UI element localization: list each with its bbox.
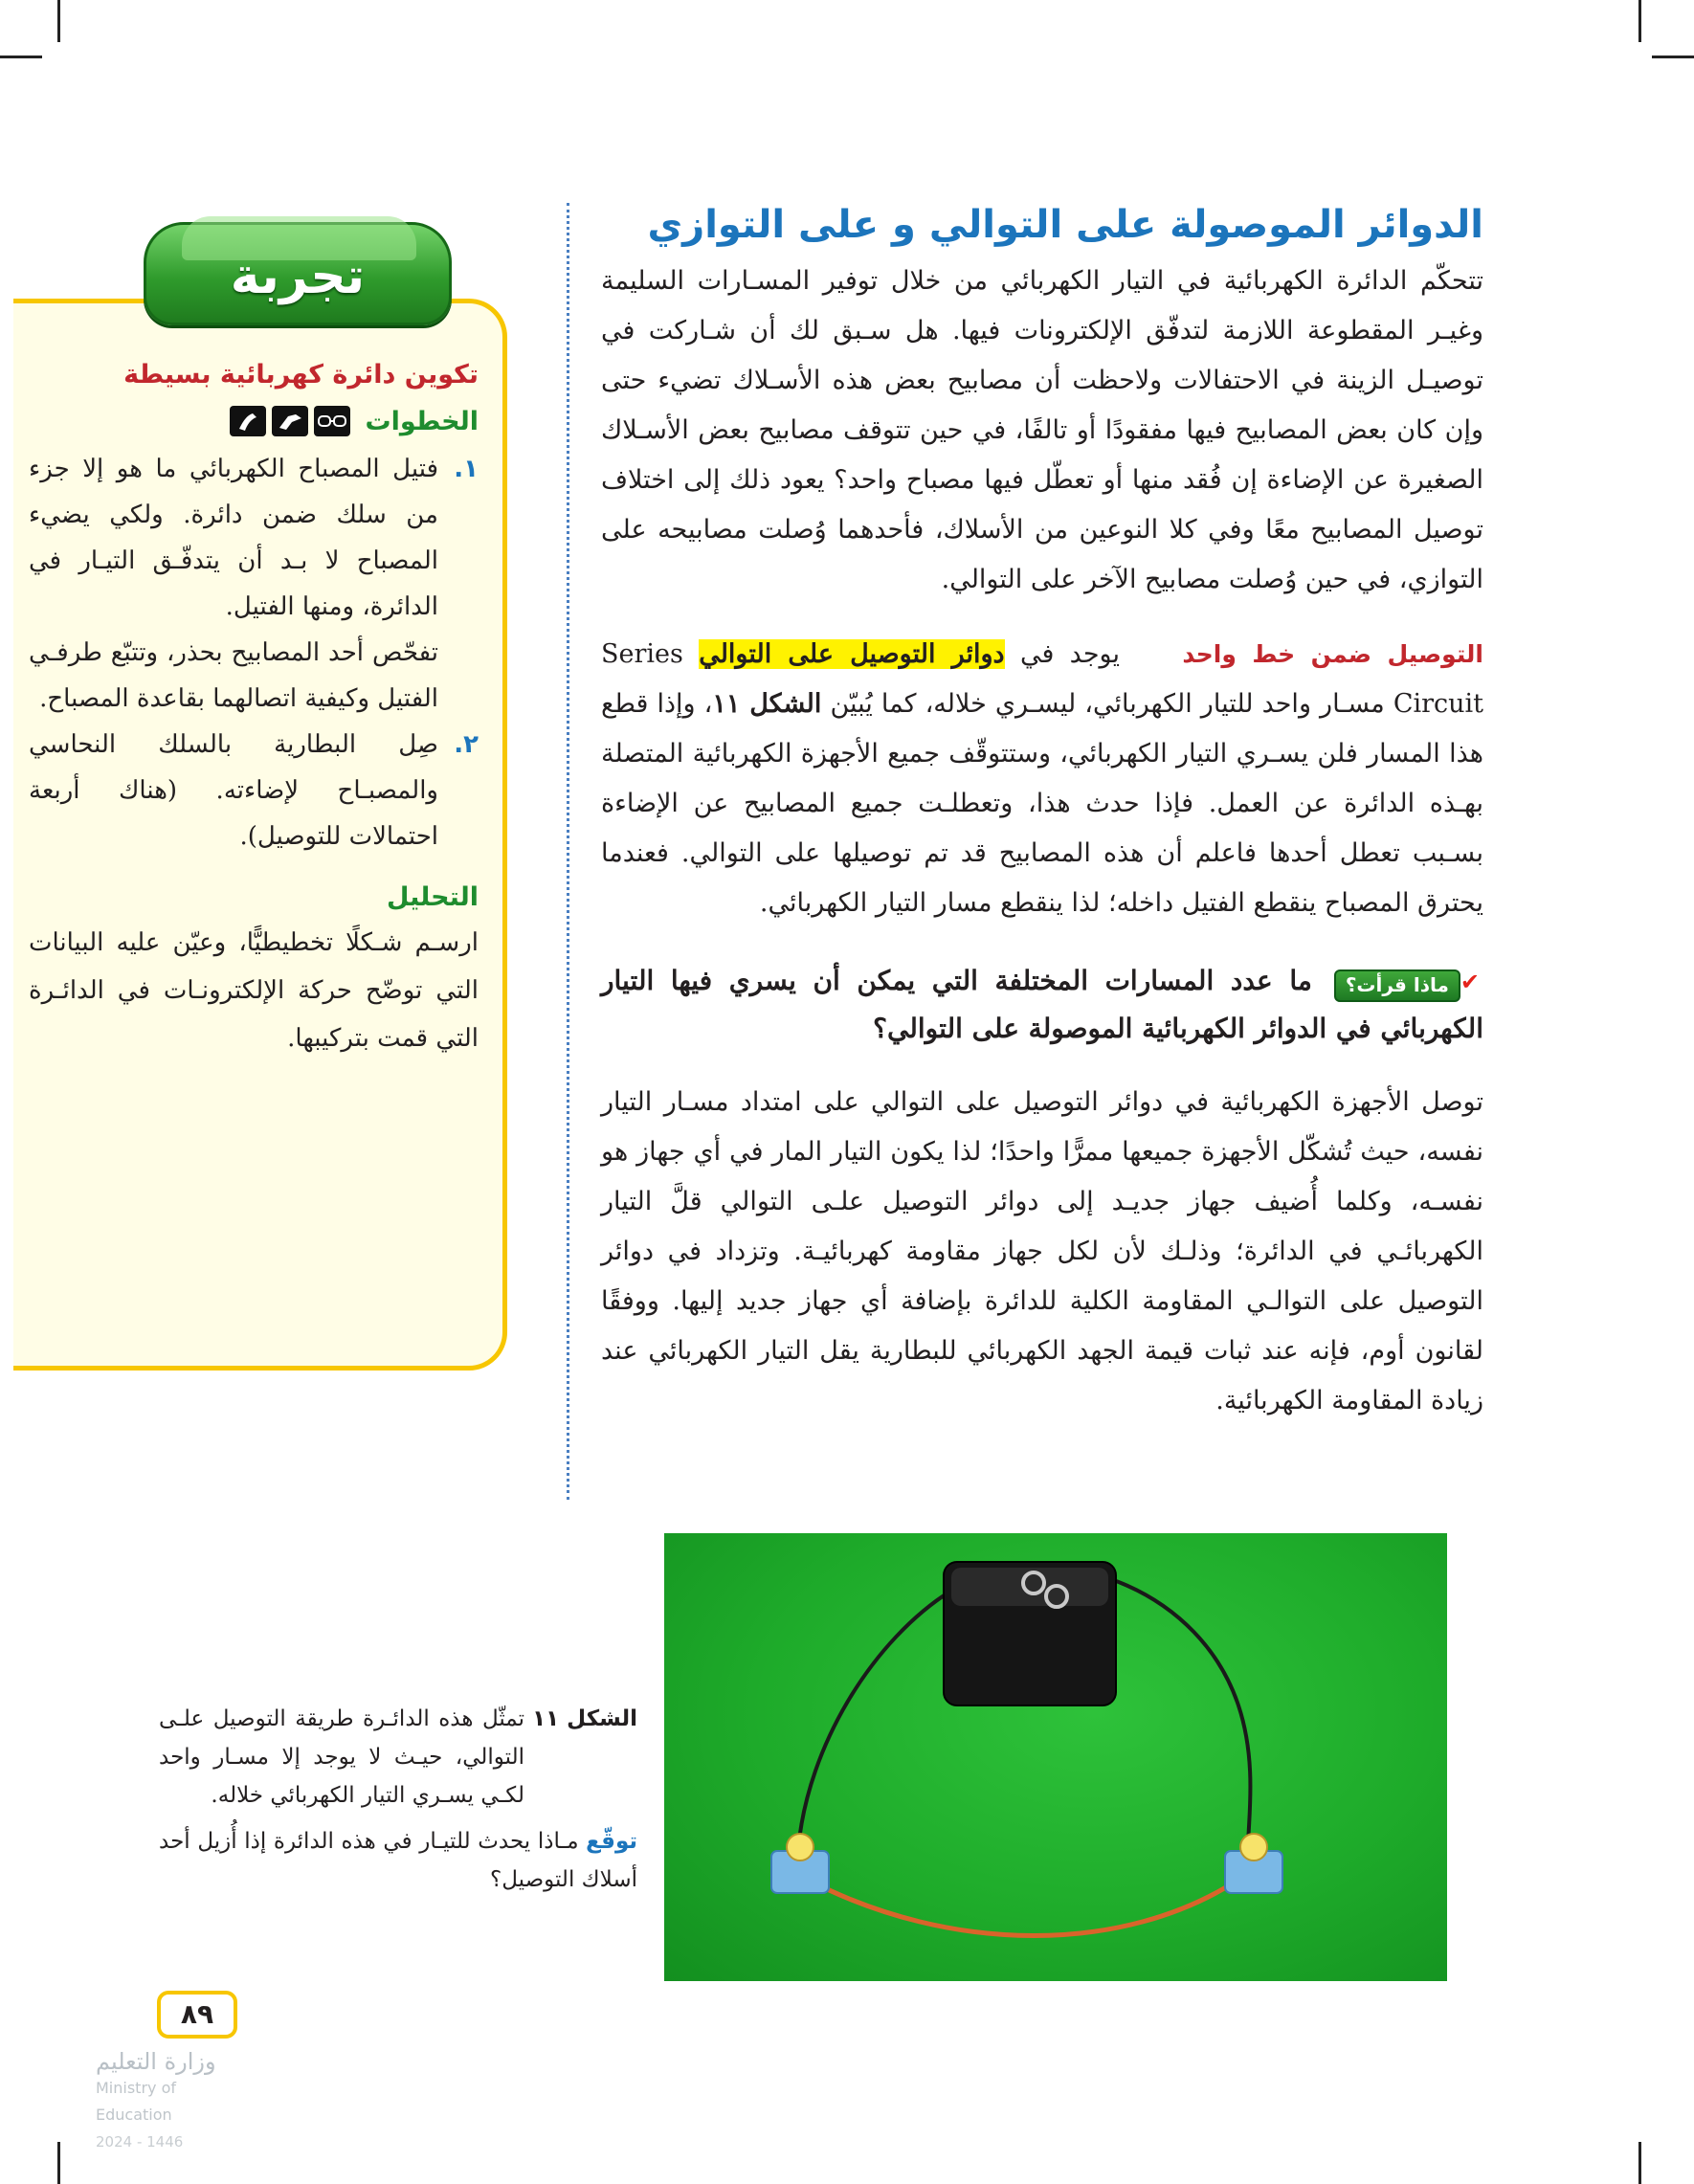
- series-text-before: يوجد في: [1019, 639, 1121, 669]
- series-heading: التوصيل ضمن خط واحد: [1182, 640, 1483, 668]
- caption-text: تمثّل هذه الدائـرة طريقة التوصيل علـى التوالي، حيـث لا يوجد إلا مسـار واحد لكـي يسـري التيار الكهربائي خلاله.: [159, 1706, 524, 1808]
- series-highlight-term: دوائر التوصيل على التوالي: [699, 639, 1005, 669]
- resistance-paragraph: توصل الأجهزة الكهربائية في دوائر التوصيل على التوالي على امتداد مسـار التيار نفسه، حيث تُشكّل الأجهزة جميعها ممرًّا واحدًا؛ لذا يكون التيار المار في أي جهاز هو نفسـه، وكلما أُضيف جهاز جديـد إلى دوائر التوصيل علـى التوالي قلَّ التيار الكهربائـي في الدائرة؛ وذلـك لأن لكل جهاز مقاومة كهربائيـة. وتزداد في دوائر التوصيل على التوالـي المقاومة الكلية للدائرة بإضافة أي جهاز جديد إليها. ووفقًا لقانون أوم، فإنه عند ثبات قيمة الجهد الكهربائي للبطارية يقل التيار الكهربائي عند زيادة المقاومة الكهربائية.: [601, 1087, 1483, 1415]
- reading-check: [601, 957, 1483, 1053]
- series-text-mid: مسـار واحد للتيار الكهربائي، ليسـري خلاله، كما يُبيّن: [830, 689, 1385, 719]
- series-text-after: ، وإذا قطع هذا المسار فلن يسـري التيار الكهربائي، وستتوقّف جميع الأجهزة الكهربائية المتصلة بهـذه الدائرة عن العمل. فإذا حدث هذا، وتعطلـت جميع المصابيح عن الإضاءة بسـبب تعطل أحدها فاعلم أن هذه المصابيح قد تم توصيلها على التوالي. فعندما يحترق المصباح ينقطع الفتيل داخله؛ لذا ينقطع مسار التيار الكهربائي.: [601, 689, 1483, 918]
- experiment-title: تكوين دائرة كهربائية بسيطة: [123, 360, 479, 390]
- experiment-content: [29, 354, 479, 1062]
- ministry-name-en: Ministry of Education: [96, 2079, 176, 2124]
- gloves-icon: [272, 406, 308, 436]
- experiment-tab-label: تجربة: [230, 248, 366, 305]
- reading-check-badge: ماذا قرأت؟: [1334, 969, 1460, 1002]
- column-divider: [567, 203, 569, 1500]
- wire-left: [798, 1591, 951, 1849]
- crop-mark: [1638, 0, 1641, 42]
- edition-year: 2024 - 1446: [96, 2133, 184, 2151]
- step-item: [29, 446, 479, 630]
- step-text: صِل البطارية بالسلك النحاسي والمصبـاح لإضاءته. (هناك أربعة احتمالات للتوصيل).: [29, 730, 438, 851]
- hand-wash-icon: [230, 406, 266, 436]
- ministry-name-ar: وزارة التعليم: [96, 2048, 216, 2075]
- main-column: [601, 201, 1483, 1426]
- intro-paragraph: تتحكّم الدائرة الكهربائية في التيار الكهربائي من خلال توفير المسـارات السليمة وغيـر المقطوعة اللازمة لتدفّق الإلكترونات فيها. هل سـبق لك أن شـاركت في توصيـل الزينة في الاحتفالات ولاحظت أن مصابيح بعض هذه الأسـلاك تضيء حتى وإن كان بعض المصابيح فيها مفقودًا أو تالفًا، في حين تتوقف مصابيح بعض الأسـلاك الصغيرة عن الإضاءة إن فُقد منها أو تعطّل فيها مصباح واحد؟ يعود ذلك إلى اختلاف توصيل المصابيح معًا وفي كلا النوعين من الأسلاك، فأحدهما وُصلت مصابيحه على التوازي، في حين وُصلت مصابيح الآخر على التوالي.: [601, 266, 1483, 594]
- crop-mark: [57, 2142, 60, 2184]
- step-number: ١.: [454, 455, 479, 483]
- series-english-term: Series Circuit: [601, 639, 1484, 719]
- ministry-logo: [96, 2048, 249, 2155]
- crop-mark: [1638, 2142, 1641, 2184]
- analysis-label: التحليل: [386, 882, 479, 912]
- bulb-icon: [1225, 1834, 1282, 1893]
- figure-caption: [159, 1700, 637, 1899]
- analysis-text: ارسـم شـكلًا تخطيطيًّا، وعيّن عليه البيانات التي توضّح حركة الإلكترونـات في الدائـرة التي قمت بتركيبها.: [29, 928, 479, 1053]
- crop-mark: [57, 0, 60, 42]
- goggles-icon: [314, 406, 350, 436]
- step-extra: تفحّص أحد المصابيح بحذر، وتتبّع طرفـي الفتيل وكيفية اتصالهما بقاعدة المصباح.: [29, 638, 438, 713]
- bulb-icon: [771, 1834, 829, 1893]
- battery-icon: [944, 1562, 1116, 1705]
- crop-mark: [1652, 56, 1694, 58]
- caption-label: الشكل ١١: [532, 1706, 637, 1731]
- crop-mark: [0, 56, 42, 58]
- steps-list-continued: [29, 722, 479, 859]
- caption-predict: [159, 1822, 637, 1899]
- page-number: ٨٩: [157, 1991, 237, 2039]
- predict-label: توقّع: [586, 1829, 637, 1854]
- reading-check-question: ما عدد المسارات المختلفة التي يمكن أن يسري فيها التيار الكهربائي في الدوائر الكهربائية الموصولة على التوالي؟: [601, 965, 1483, 1044]
- figure-reference: الشكل ١١: [712, 689, 822, 719]
- step-text: فتيل المصباح الكهربائي ما هو إلا جزء من سلك ضمن دائرة. ولكي يضيء المصباح لا بـد أن يتدفّـق التيـار في الدائرة، ومنها الفتيل.: [29, 455, 438, 621]
- wire-bottom: [808, 1880, 1238, 1936]
- caption-main: [159, 1700, 637, 1815]
- predict-text: مـاذا يحدث للتيـار في هذه الدائرة إذا أُزيل أحد أسلاك التوصيل؟: [159, 1829, 637, 1892]
- steps-list: [29, 446, 479, 630]
- steps-label: الخطوات: [365, 406, 479, 436]
- step-number: ٢.: [454, 730, 479, 759]
- steps-header: [29, 406, 479, 436]
- circuit-photo: [664, 1533, 1447, 1981]
- series-paragraph: [601, 630, 1483, 928]
- check-icon: ✔: [1460, 969, 1480, 995]
- section-title: الدوائر الموصولة على التوالي و على التوازي: [647, 203, 1483, 247]
- step-item: [29, 722, 479, 859]
